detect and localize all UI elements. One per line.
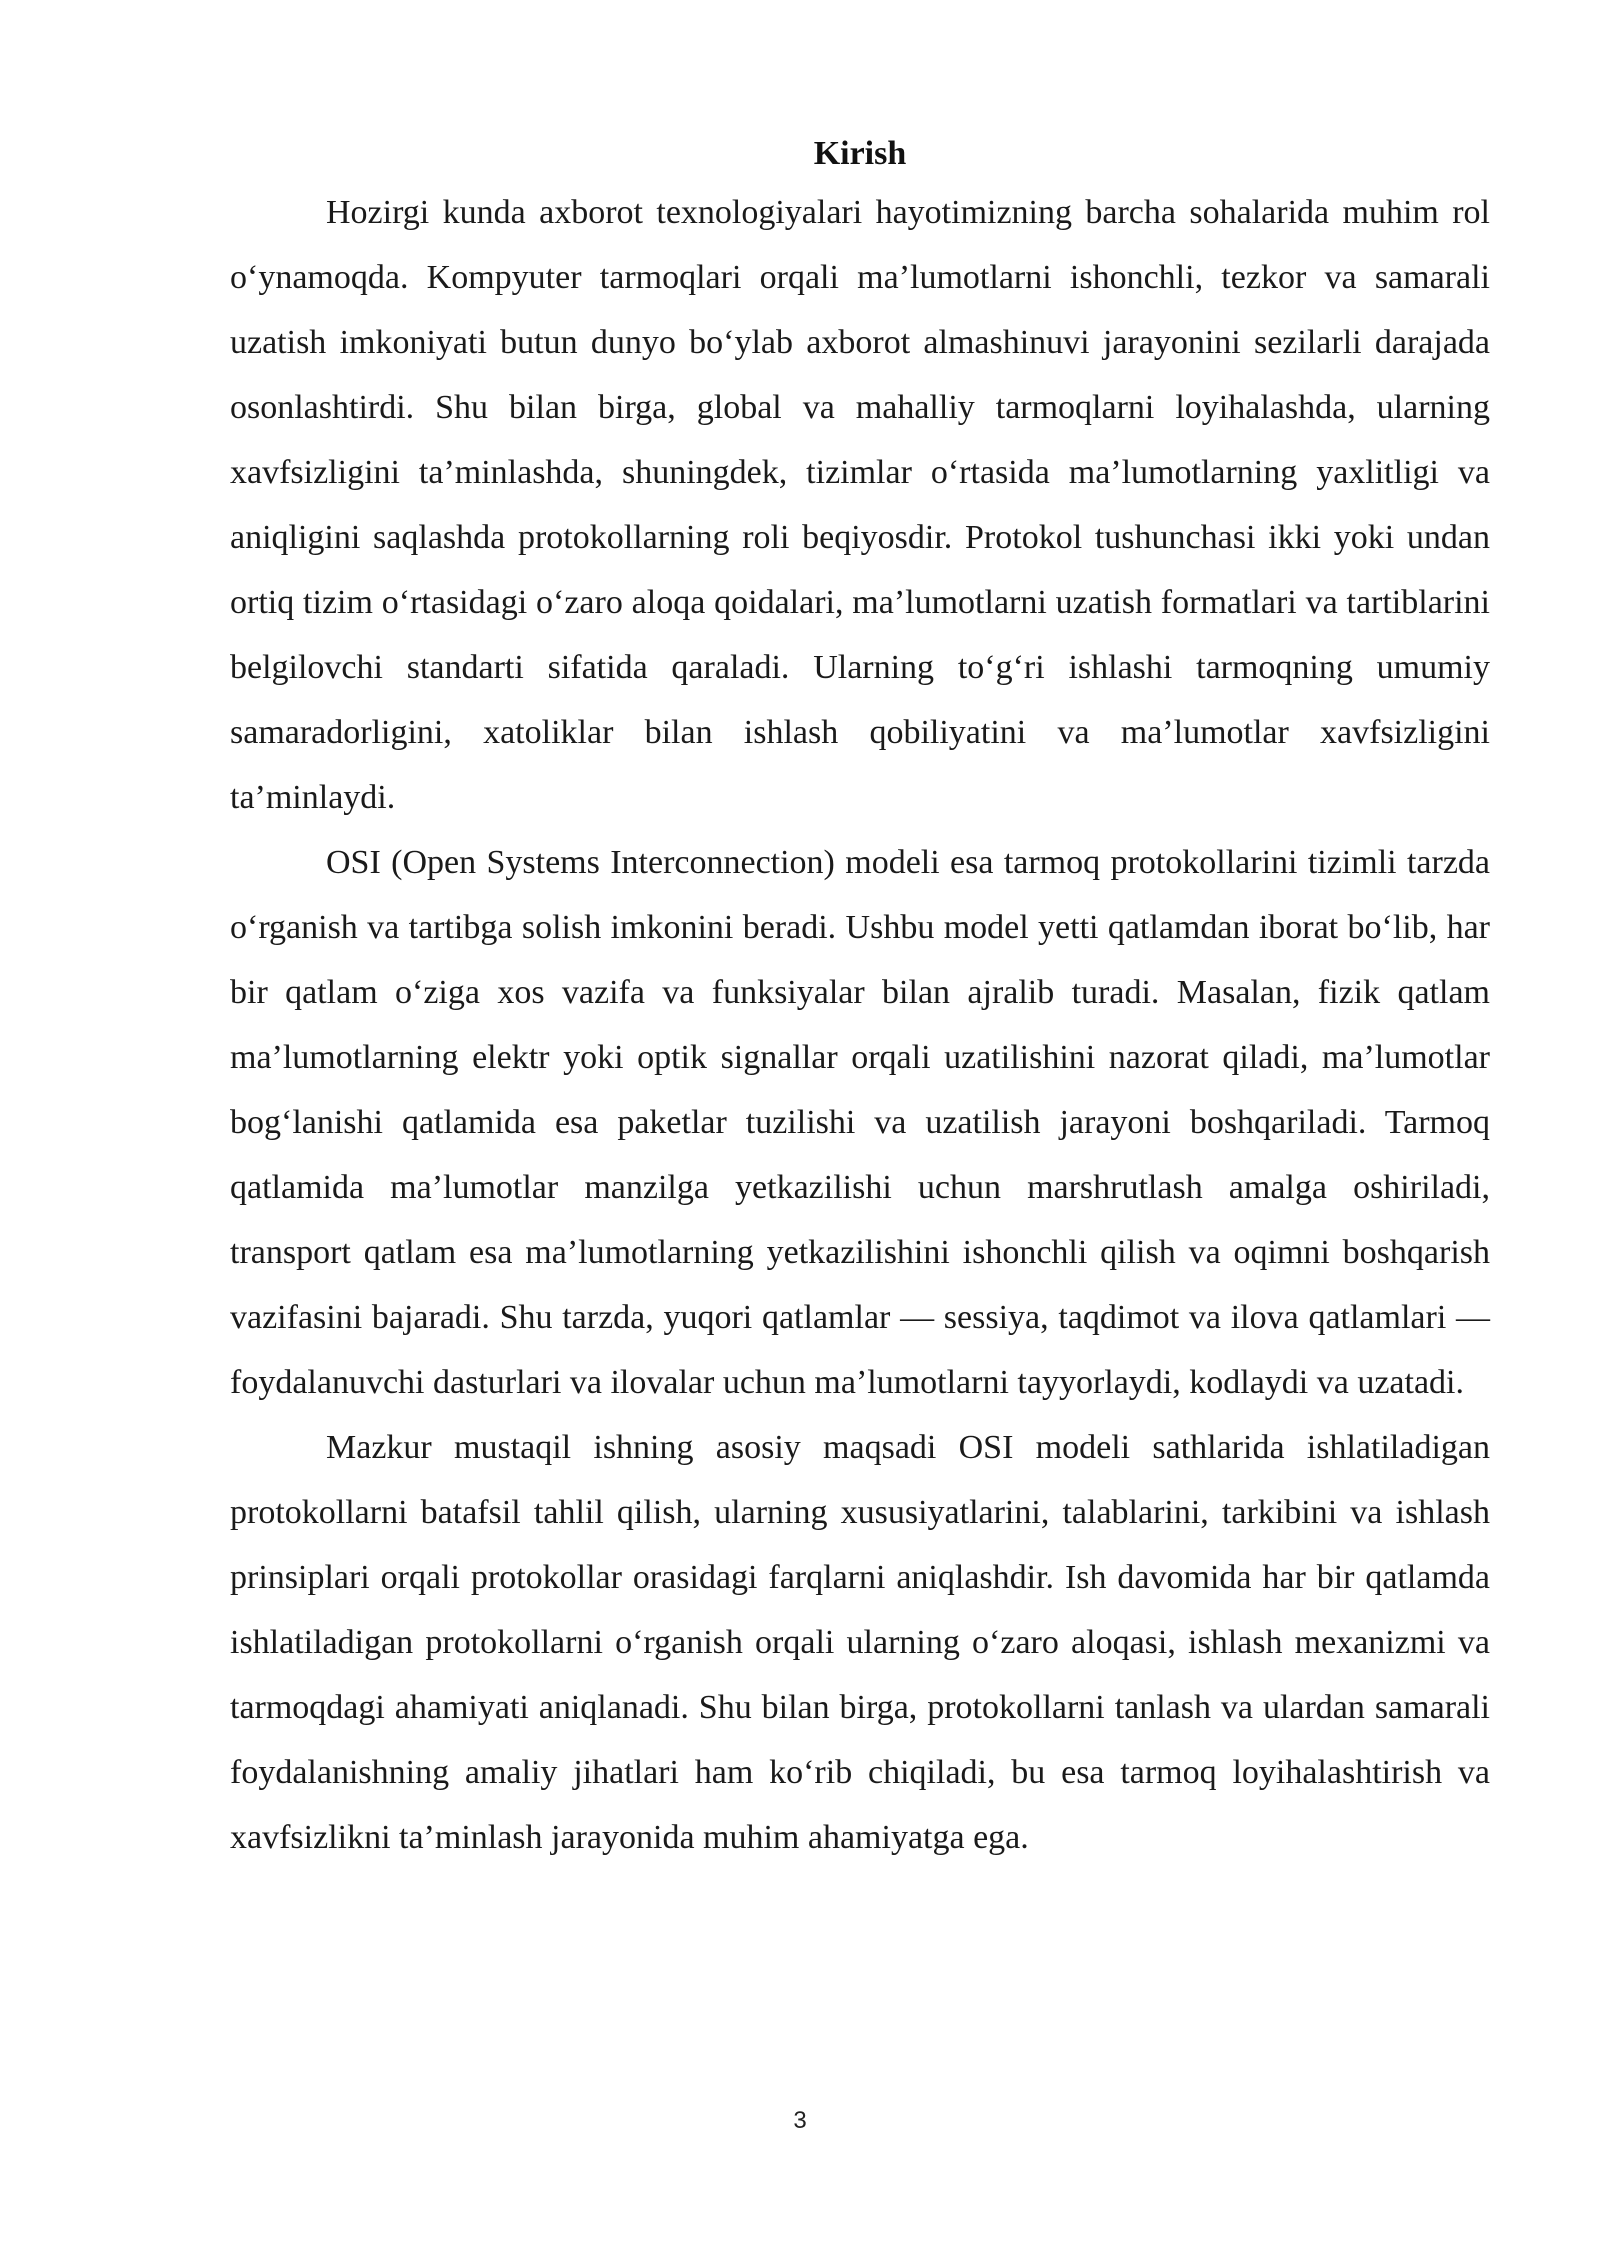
section-title: Kirish (813, 135, 907, 172)
page-content (230, 130, 1490, 1870)
page-number: 3 (793, 2107, 807, 2134)
paragraph-introduction: Hozirgi kunda axborot texnologiyalari hayotimizning barcha sohalarida muhim rol o‘ynamoqda. Kompyuter tarmoqlari orqali ma’lumotlarni ishonchli, tezkor va samarali uzatish imkoniyati butun dunyo bo‘ylab axborot almashinuvi jarayonini sezilarli darajada osonlashtirdi. Shu bilan birga, global va mahalliy tarmoqlarni loyihalashda, ularning xavfsizligini ta’minlashda, shuningdek, tizimlar o‘rtasida ma’lumotlarning yaxlitligi va aniqligini saqlashda protokollarning roli beqiyosdir. Protokol tushunchasi ikki yoki undan ortiq tizim o‘rtasidagi o‘zaro aloqa qoidalari, ma’lumotlarni uzatish formatlari va tartiblarini belgilovchi standarti sifatida qaraladi. Ularning to‘g‘ri ishlashi tarmoqning umumiy samaradorligini, xatoliklar bilan ishlash qobiliyatini va ma’lumotlar xavfsizligini ta’minlaydi. (230, 194, 1490, 816)
paragraph-goal: Mazkur mustaqil ishning asosiy maqsadi OSI modeli sathlarida ishlatiladigan protokollarni batafsil tahlil qilish, ularning xususiyatlarini, talablarini, tarkibini va ishlash prinsiplari orqali protokollar orasidagi farqlarni aniqlashdir. Ish davomida har bir qatlamda ishlatiladigan protokollarni o‘rganish orqali ularning o‘zaro aloqasi, ishlash mexanizmi va tarmoqdagi ahamiyati aniqlanadi. Shu bilan birga, protokollarni tanlash va ulardan samarali foydalanishning amaliy jihatlari ham ko‘rib chiqiladi, bu esa tarmoq loyihalashtirish va xavfsizlikni ta’minlash jarayonida muhim ahamiyatga ega. (230, 1429, 1490, 1856)
paragraph-osi-model: OSI (Open Systems Interconnection) modeli esa tarmoq protokollarini tizimli tarzda o‘rganish va tartibga solish imkonini beradi. Ushbu model yetti qatlamdan iborat bo‘lib, har bir qatlam o‘ziga xos vazifa va funksiyalar bilan ajralib turadi. Masalan, fizik qatlam ma’lumotlarning elektr yoki optik signallar orqali uzatilishini nazorat qiladi, ma’lumotlar bog‘lanishi qatlamida esa paketlar tuzilishi va uzatilish jarayoni boshqariladi. Tarmoq qatlamida ma’lumotlar manzilga yetkazilishi uchun marshrutlash amalga oshiriladi, transport qatlam esa ma’lumotlarning yetkazilishini ishonchli qilish va oqimni boshqarish vazifasini bajaradi. Shu tarzda, yuqori qatlamlar — sessiya, taqdimot va ilova qatlamlari — foydalanuvchi dasturlari va ilovalar uchun ma’lumotlarni tayyorlaydi, kodlaydi va uzatadi. (230, 844, 1490, 1401)
